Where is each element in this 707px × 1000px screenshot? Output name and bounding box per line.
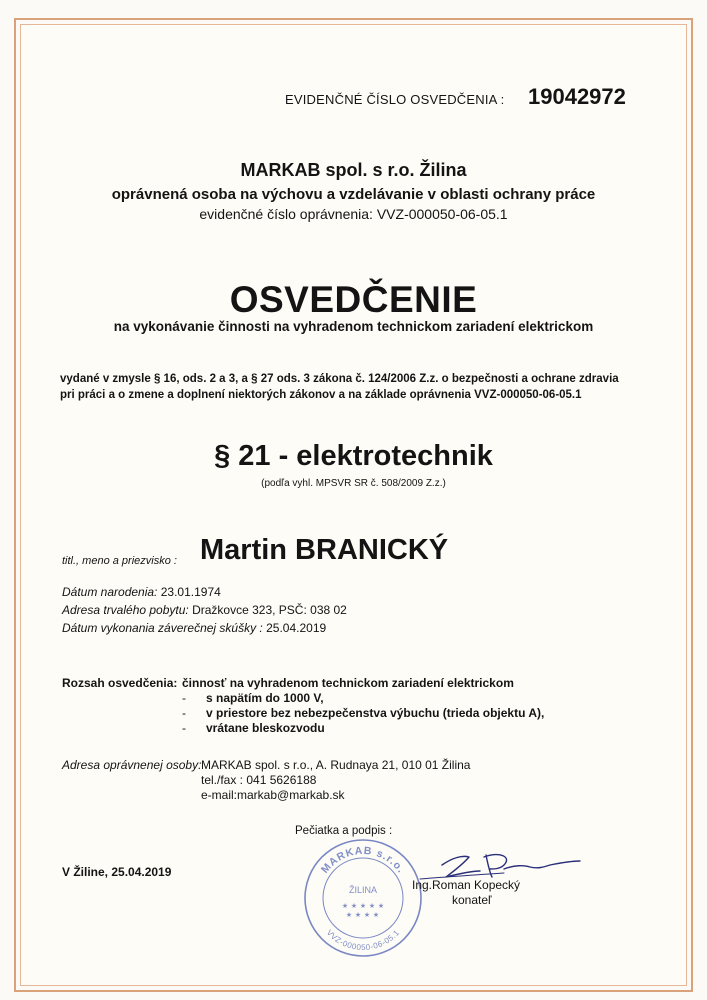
authorized-address: MARKAB spol. s r.o., A. Rudnaya 21, 010 01 Žilina — [201, 758, 471, 772]
scope-item-text: vrátane bleskozvodu — [206, 721, 325, 735]
organization-name: MARKAB spol. s r.o. Žilina — [240, 160, 467, 180]
scope-item — [182, 721, 325, 735]
exam-date-label: Dátum vykonania záverečnej skúšky : — [62, 621, 263, 635]
svg-text:★: ★ — [341, 903, 349, 910]
scope-main: činnosť na vyhradenom technickom zariadení elektrickom — [182, 676, 514, 690]
paragraph-note: (podľa vyhl. MPSVR SR č. 508/2009 Z.z.) — [261, 478, 446, 489]
svg-text:★: ★ — [363, 912, 371, 919]
evid-number: 19042972 — [528, 84, 626, 109]
signer-name: Ing.Roman Kopecký — [412, 878, 521, 892]
exam-date-value: 25.04.2019 — [266, 621, 327, 635]
authorized-email: e-mail:markab@markab.sk — [201, 788, 345, 802]
scope-item — [182, 706, 544, 720]
holder-name: Martin BRANICKÝ — [200, 534, 449, 566]
scope-item-dash: - — [182, 721, 186, 735]
stamp-star-icon — [342, 902, 384, 919]
scope-item-dash: - — [182, 706, 186, 720]
exam-date-row — [62, 621, 326, 635]
birth-date-label: Dátum narodenia: — [62, 585, 158, 599]
stamp-signature-label: Pečiatka a podpis : — [295, 825, 393, 837]
birth-date-row — [62, 585, 221, 599]
birth-date-value: 23.01.1974 — [160, 585, 221, 599]
svg-text:★: ★ — [350, 903, 358, 910]
certificate-subtitle: na vykonávanie činnosti na vyhradenom technickom zariadení elektrickom — [113, 319, 594, 334]
authorized-phone: tel./fax : 041 5626188 — [201, 773, 317, 787]
stamp-bottom-text: VVZ-000050-06-05.1 — [324, 928, 402, 953]
organization-registration: evidenčné číslo oprávnenia: VVZ-000050-06-05.1 — [199, 206, 508, 222]
svg-text:★: ★ — [359, 903, 367, 910]
scope-item-text: s napätím do 1000 V, — [206, 691, 324, 705]
certificate-title: OSVEDČENIE — [229, 279, 478, 320]
signer-role: konateľ — [452, 893, 492, 907]
evid-number-label: EVIDENČNÉ ČÍSLO OSVEDČENIA : — [285, 92, 505, 107]
stamp-top-text: MARKAB s.r.o. — [318, 844, 408, 876]
legal-line-2: pri práci a o zmene a doplnení niektorých zákonov a na základe oprávnenia VVZ-000050-06-05.1 — [60, 389, 582, 401]
scope-item-text: v priestore bez nebezpečenstva výbuchu (trieda objektu A), — [206, 706, 545, 720]
authorized-address-label: Adresa oprávnenej osoby: — [62, 758, 202, 772]
address-row — [62, 603, 347, 617]
paragraph-title: § 21 - elektrotechnik — [214, 440, 493, 472]
svg-text:★: ★ — [345, 912, 353, 919]
stamp-side-text: ŽILINA — [348, 885, 378, 895]
place-date: V Žiline, 25.04.2019 — [62, 865, 172, 879]
svg-text:★: ★ — [354, 912, 362, 919]
scope-item-dash: - — [182, 691, 186, 705]
official-stamp — [301, 836, 426, 961]
scope-item — [182, 691, 324, 705]
legal-basis — [60, 371, 650, 403]
address-value: Dražkovce 323, PSČ: 038 02 — [192, 603, 347, 617]
svg-text:VVZ-000050-06-05.1 — [325, 928, 402, 952]
svg-text:★: ★ — [368, 903, 376, 910]
organization-authorization: oprávnená osoba na výchovu a vzdelávanie v oblasti ochrany práce — [111, 186, 596, 203]
svg-text:★: ★ — [377, 903, 385, 910]
address-label: Adresa trvalého pobytu: — [62, 603, 189, 617]
scope-label: Rozsah osvedčenia: — [62, 676, 178, 690]
svg-text:★: ★ — [372, 912, 380, 919]
holder-name-label: titl., meno a priezvisko : — [62, 555, 177, 567]
legal-line-1: vydané v zmysle § 16, ods. 2 a 3, a § 27 ods. 3 zákona č. 124/2006 Z.z. o bezpečnosti a ochrane zdravia — [60, 373, 619, 385]
